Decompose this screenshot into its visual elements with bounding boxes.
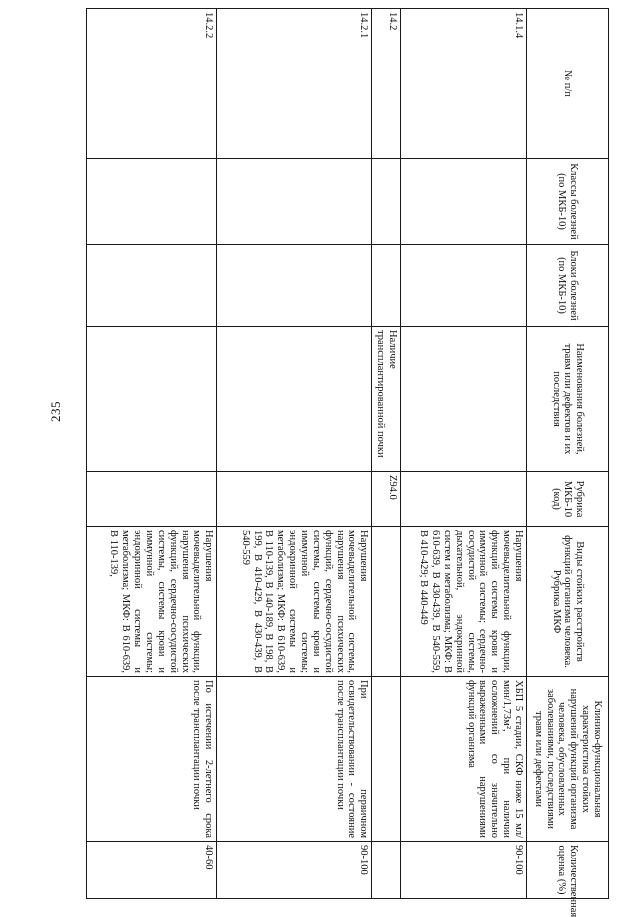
header-characteristic: Клинико-функциональная характеристика стойких нарушений функций организма человека, обусловленных заболеваниями, последствиями травм или дефектами — [527, 677, 609, 842]
table-row — [401, 9, 527, 899]
page-number: 235 — [48, 401, 63, 422]
cell-score: 90-100 — [401, 842, 527, 899]
cell-disorders: Нарушения мочевыделительной системы, нарушения психических функций, сердечно-сосудистой системы, системы крови и иммунной системы; эндокринной системы и метаболизма; МКФ: В 610-639, В 110-139, В 140-189, В 198, В 199, В 410-429, В 430-439, В 540-559 — [217, 527, 372, 677]
cell-num: 14.2.1 — [217, 9, 372, 159]
cell-code — [401, 472, 527, 527]
cell-name — [401, 327, 527, 472]
table-row — [217, 9, 372, 899]
header-classes: Классы болезней (по МКБ-10) — [527, 159, 609, 245]
rotated-table-container — [69, 8, 609, 917]
cell-num: 14.2 — [372, 9, 401, 159]
cell-score: 90-100 — [217, 842, 372, 899]
cell-classes — [217, 159, 372, 245]
cell-num: 14.1.4 — [401, 9, 527, 159]
table-header-row — [527, 9, 609, 899]
header-score: Количественная оценка (%) — [527, 842, 609, 899]
cell-score: 40-60 — [87, 842, 217, 899]
cell-characteristic — [372, 677, 401, 842]
cell-classes — [401, 159, 527, 245]
cell-code: Z94.0 — [372, 472, 401, 527]
header-code: Рубрика МКБ-10 (код) — [527, 472, 609, 527]
cell-blocks — [217, 245, 372, 327]
cell-characteristic: При первичном освидетельствовании - состояние после трансплантации почки — [217, 677, 372, 842]
cell-classes — [87, 159, 217, 245]
header-name: Наименования болезней, травм или дефектов и их последствия — [527, 327, 609, 472]
table-row — [372, 9, 401, 899]
cell-disorders: Нарушения мочевыделительной функции, функций системы крови и иммунной системы; сердечно-сосудистой системы, дыхательной, эндокринной систем и метаболизма; МКФ: В 610-639, В 430-439, В 540-559, В 410-429; В 440-449 — [401, 527, 527, 677]
header-disorders: Виды стойких расстройств функций организма человека. Рубрика МКФ — [527, 527, 609, 677]
header-num: № п/п — [527, 9, 609, 159]
cell-blocks — [401, 245, 527, 327]
cell-disorders — [372, 527, 401, 677]
cell-name — [87, 327, 217, 472]
cell-disorders — [87, 527, 217, 677]
cell-name: Наличие трансплантированной почки — [372, 327, 401, 472]
cell-code — [217, 472, 372, 527]
cell-blocks — [87, 245, 217, 327]
header-blocks: Блоки болезней (по МКБ-10) — [527, 245, 609, 327]
table-row — [87, 9, 217, 899]
cell-characteristic: По истечении 2-летнего срока после трансплантации почки — [87, 677, 217, 842]
cell-code — [87, 472, 217, 527]
cell-classes — [372, 159, 401, 245]
cell-disorders-text: Нарушения мочевыделительной функции, нарушения психических функций, сердечно-сосудистой системы, системы крови и иммунной системы; эндокринной системы и метаболизма; МКФ: В 610-639, В 110-139, — [108, 530, 215, 673]
disability-criteria-table — [86, 8, 609, 917]
cell-name — [217, 327, 372, 472]
cell-num: 14.2.2 — [87, 9, 217, 159]
cell-blocks — [372, 245, 401, 327]
cell-score — [372, 842, 401, 899]
cell-characteristic: ХБП 5 стадии, СКФ ниже 15 мл/мин/1,73м², при наличии осложнений со значительно выраженными нарушениями функций организма — [401, 677, 527, 842]
